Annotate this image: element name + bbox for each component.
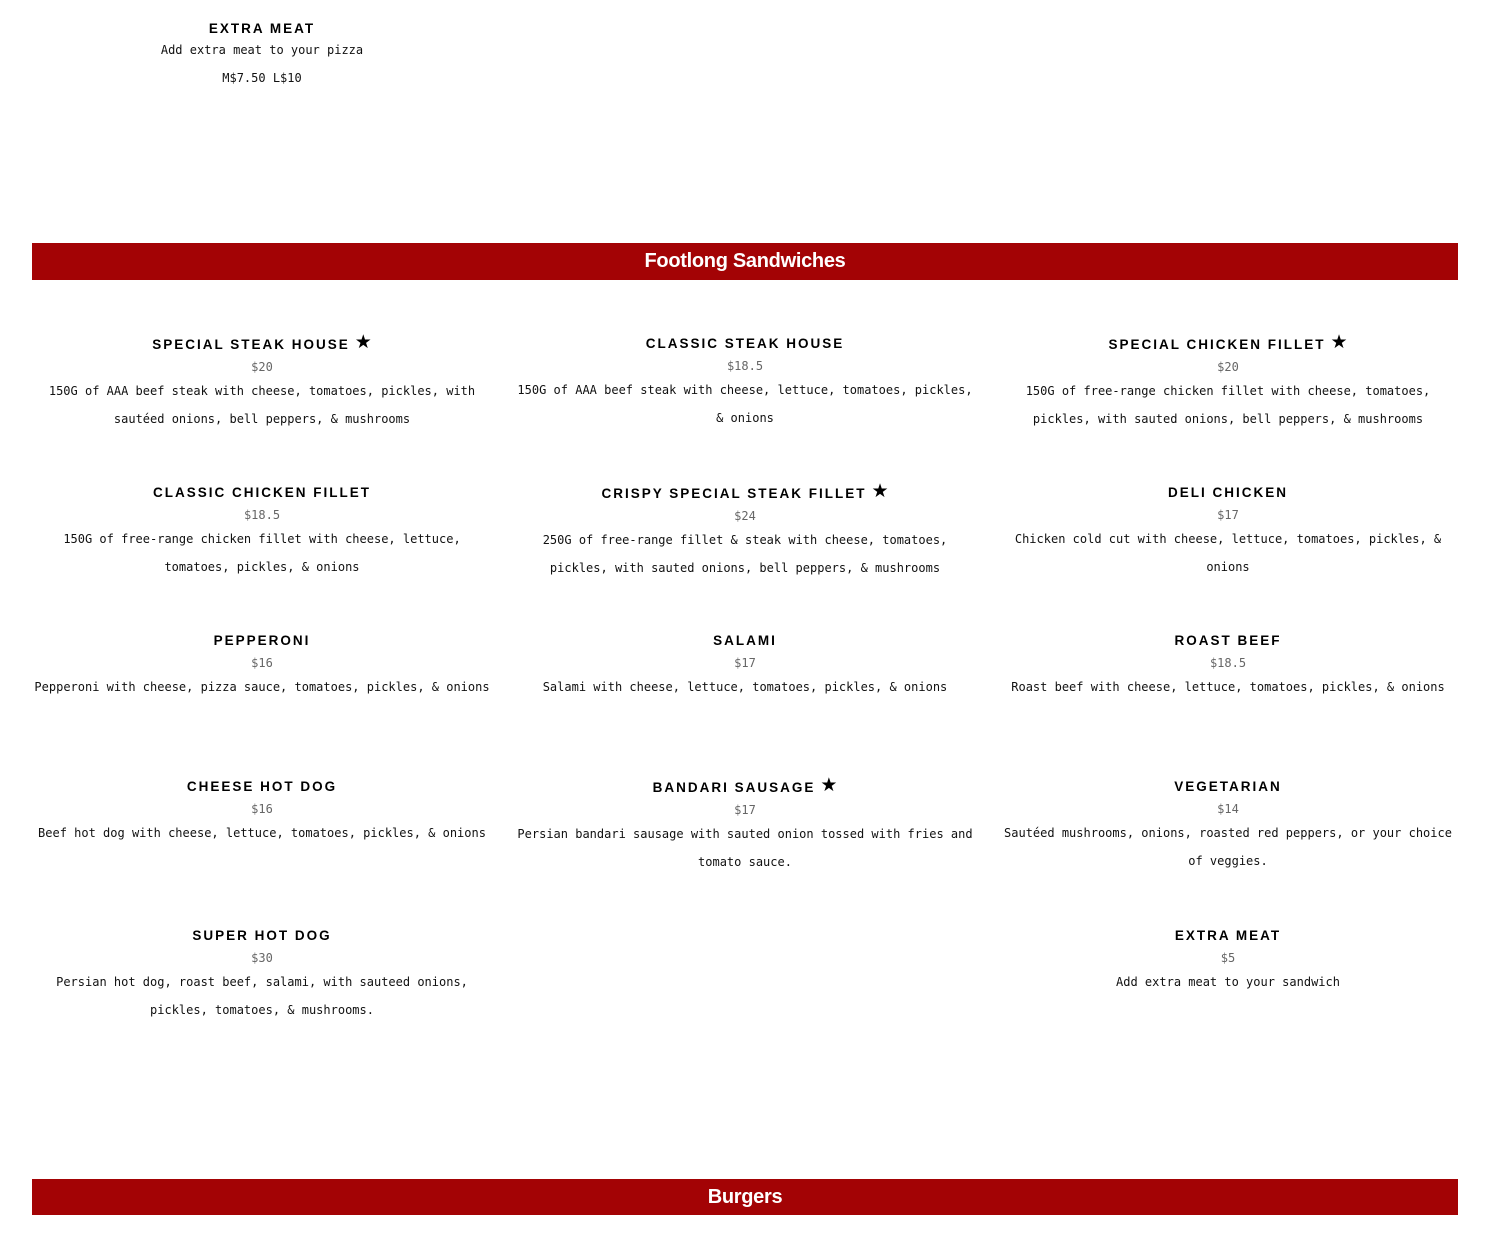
- menu-item-classic-chicken-fillet: [32, 483, 492, 581]
- item-description: Add extra meat to your sandwich: [1116, 975, 1340, 989]
- item-name: PEPPERONI: [213, 633, 311, 648]
- item-description: 250G of free-range fillet & steak with cheese, tomatoes, pickles, with sauted onions, bell peppers, & mushrooms: [542, 533, 948, 575]
- item-description: Add extra meat to your pizza: [160, 43, 364, 57]
- star-icon: ★: [354, 331, 372, 353]
- menu-item-bandari-sausage: [515, 774, 975, 876]
- section-header-footlong-sandwiches: [32, 243, 1458, 280]
- item-description: 150G of free-range chicken fillet with cheese, tomatoes, pickles, with sauted onions, bell peppers, & mushrooms: [1025, 384, 1431, 426]
- item-name: CLASSIC STEAK HOUSE: [645, 336, 845, 351]
- item-description: Pepperoni with cheese, pizza sauce, tomatoes, pickles, & onions: [34, 680, 490, 694]
- section-title: Burgers: [707, 1185, 783, 1208]
- star-icon: ★: [1330, 331, 1348, 353]
- item-price: $20: [251, 360, 273, 374]
- menu-item-cheese-hot-dog: [32, 777, 492, 848]
- item-name: SALAMI: [713, 633, 777, 648]
- item-price: $30: [251, 951, 273, 965]
- item-price: $18.5: [243, 508, 281, 522]
- item-description: 150G of free-range chicken fillet with cheese, lettuce, tomatoes, pickles, & onions: [63, 532, 461, 574]
- item-price: $20: [1217, 360, 1239, 374]
- item-name: VEGETARIAN: [1174, 779, 1282, 794]
- item-name: CHEESE HOT DOG: [186, 779, 338, 794]
- item-price: $18.5: [1209, 656, 1247, 670]
- item-name: BANDARI SAUSAGE: [652, 780, 816, 795]
- item-name: EXTRA MEAT: [208, 21, 316, 36]
- item-description: 150G of AAA beef steak with cheese, tomatoes, pickles, with sautéed onions, bell peppers, & mushrooms: [48, 384, 476, 426]
- item-price: $14: [1217, 802, 1239, 816]
- item-description: Persian bandari sausage with sauted onion tossed with fries and tomato sauce.: [517, 827, 973, 869]
- menu-item-super-hot-dog: [32, 926, 492, 1024]
- item-price: $17: [1217, 508, 1239, 522]
- menu-item-classic-steak-house: [515, 334, 975, 432]
- item-name: SUPER HOT DOG: [192, 928, 332, 943]
- item-price: $5: [1220, 951, 1236, 965]
- menu-item-roast-beef: [998, 631, 1458, 702]
- item-price: $17: [734, 656, 756, 670]
- item-name: SPECIAL STEAK HOUSE: [152, 337, 350, 352]
- item-price: M$7.50 L$10: [222, 71, 302, 85]
- menu-item-vegetarian: [998, 777, 1458, 875]
- menu-item-special-steak-house: [32, 331, 492, 433]
- item-description: Sautéed mushrooms, onions, roasted red peppers, or your choice of veggies.: [1004, 826, 1452, 868]
- section-header-burgers: [32, 1179, 1458, 1215]
- item-price: $24: [734, 509, 756, 523]
- item-name: SPECIAL CHICKEN FILLET: [1108, 337, 1326, 352]
- menu-item-extra-meat-pizza: [32, 19, 492, 88]
- item-description: 150G of AAA beef steak with cheese, lettuce, tomatoes, pickles, & onions: [517, 383, 973, 425]
- item-name: CLASSIC CHICKEN FILLET: [153, 485, 371, 500]
- item-price: $16: [251, 656, 273, 670]
- item-price: $17: [734, 803, 756, 817]
- item-price: $16: [251, 802, 273, 816]
- item-price: $18.5: [726, 359, 764, 373]
- item-name: DELI CHICKEN: [1167, 485, 1288, 500]
- menu-item-extra-meat-sandwich: [998, 926, 1458, 997]
- item-name: EXTRA MEAT: [1174, 928, 1282, 943]
- item-description: Chicken cold cut with cheese, lettuce, tomatoes, pickles, & onions: [1014, 532, 1442, 574]
- item-description: Persian hot dog, roast beef, salami, with sauteed onions, pickles, tomatoes, & mushrooms.: [56, 975, 468, 1017]
- star-icon: ★: [820, 774, 838, 796]
- menu-item-deli-chicken: [998, 483, 1458, 581]
- item-description: Roast beef with cheese, lettuce, tomatoes, pickles, & onions: [1011, 680, 1445, 694]
- item-description: Beef hot dog with cheese, lettuce, tomatoes, pickles, & onions: [38, 826, 486, 840]
- item-name: CRISPY SPECIAL STEAK FILLET: [601, 486, 867, 501]
- section-title: Footlong Sandwiches: [644, 250, 846, 272]
- menu-item-special-chicken-fillet: [998, 331, 1458, 433]
- menu-item-salami: [515, 631, 975, 702]
- menu-item-pepperoni: [32, 631, 492, 702]
- menu-item-crispy-special-steak-fillet: [515, 480, 975, 582]
- item-name: ROAST BEEF: [1174, 633, 1282, 648]
- star-icon: ★: [871, 480, 889, 502]
- item-description: Salami with cheese, lettuce, tomatoes, pickles, & onions: [542, 680, 948, 694]
